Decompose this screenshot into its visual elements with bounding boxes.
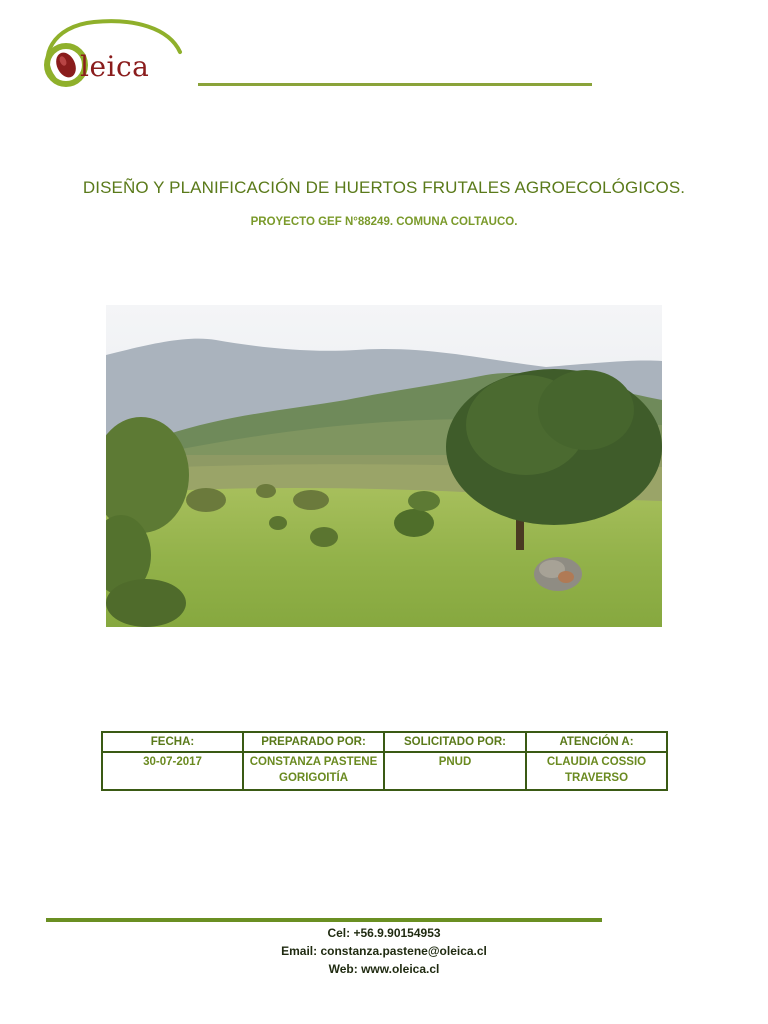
value-fecha [102,752,243,790]
landscape-image [106,305,662,627]
footer-divider [46,918,602,922]
value-solicitado-por-line: PNUD [438,756,472,768]
landscape-photo [106,305,662,627]
value-preparado-por-line-2: GORIGOITÍA [279,772,348,784]
header-divider [198,83,592,86]
value-atencion-a [526,752,667,790]
footer-phone: Cel: +56.9.90154953 [327,926,441,940]
value-preparado-por [243,752,384,790]
info-table-header-row [102,732,667,752]
value-preparado-por-line-1: CONSTANZA PASTENE [249,756,378,768]
info-table-values-row [102,752,667,790]
footer-email[interactable]: Email: constanza.pastene@oleica.cl [281,944,487,958]
header-preparado-por: PREPARADO POR: [243,732,384,752]
oleica-logo [34,18,184,98]
value-solicitado-por [384,752,526,790]
header-atencion-a: ATENCIÓN A: [526,732,667,752]
logo-wordmark [80,50,149,83]
value-atencion-a-line-1: CLAUDIA COSSIO [546,756,647,768]
value-atencion-a-line-2: TRAVERSO [564,772,629,784]
value-fecha-line: 30-07-2017 [143,756,202,768]
logo-wordmark-text: leica [80,50,150,83]
document-info-table [101,731,668,791]
document-title: DISEÑO Y PLANIFICACIÓN DE HUERTOS FRUTALES AGROECOLÓGICOS. [82,178,686,197]
footer-web[interactable]: Web: www.oleica.cl [328,962,440,976]
contact-footer [0,924,768,978]
document-subtitle: PROYECTO GEF N°88249. COMUNA COLTAUCO. [250,216,518,228]
header-solicitado-por: SOLICITADO POR: [384,732,526,752]
header-fecha: FECHA: [102,732,243,752]
